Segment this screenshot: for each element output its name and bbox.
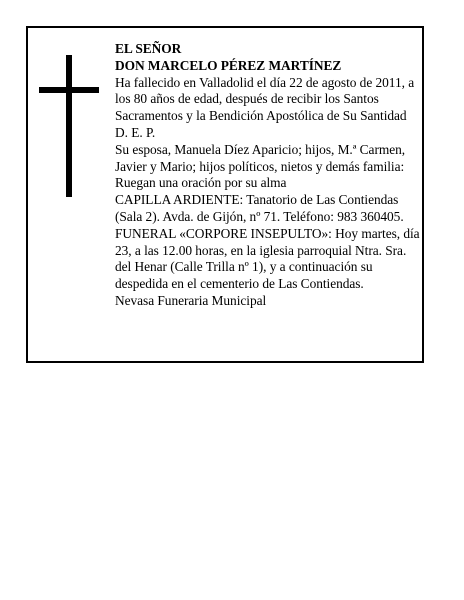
cross-vertical-bar (66, 55, 72, 197)
deceased-name: DON MARCELO PÉREZ MARTÍNEZ (115, 57, 342, 73)
obituary-text (115, 41, 420, 310)
prayer-request: Ruegan una oración por su alma (115, 175, 287, 191)
obituary-notice (26, 26, 424, 363)
funeral-info: FUNERAL «CORPORE INSEPULTO»: Hoy martes, día 23, a las 12.00 horas, en la iglesia parroquial Ntra. Sra. del Henar (Calle Trilla nº 1), y a continuación su despedida en el cementerio de Las Contiendas. (115, 225, 420, 292)
chapel-info: CAPILLA ARDIENTE: Tanatorio de Las Contiendas (Sala 2). Avda. de Gijón, nº 71. Teléfono: 983 360405. (115, 192, 404, 224)
family-list: Su esposa, Manuela Díez Aparicio; hijos, M.ª Carmen, Javier y Mario; hijos políticos, nietos y demás familia: (115, 141, 406, 174)
death-announcement: Ha fallecido en Valladolid el día 22 de agosto de 2011, a los 80 años de edad, después de recibir los Santos Sacramentos y la Bendición Apostólica de Su Santidad D. E. P. (115, 74, 415, 140)
cross-horizontal-bar (39, 87, 99, 93)
heading-title: EL SEÑOR (115, 41, 182, 56)
funeral-home: Nevasa Funeraria Municipal (115, 292, 267, 308)
cross-icon (39, 55, 99, 197)
